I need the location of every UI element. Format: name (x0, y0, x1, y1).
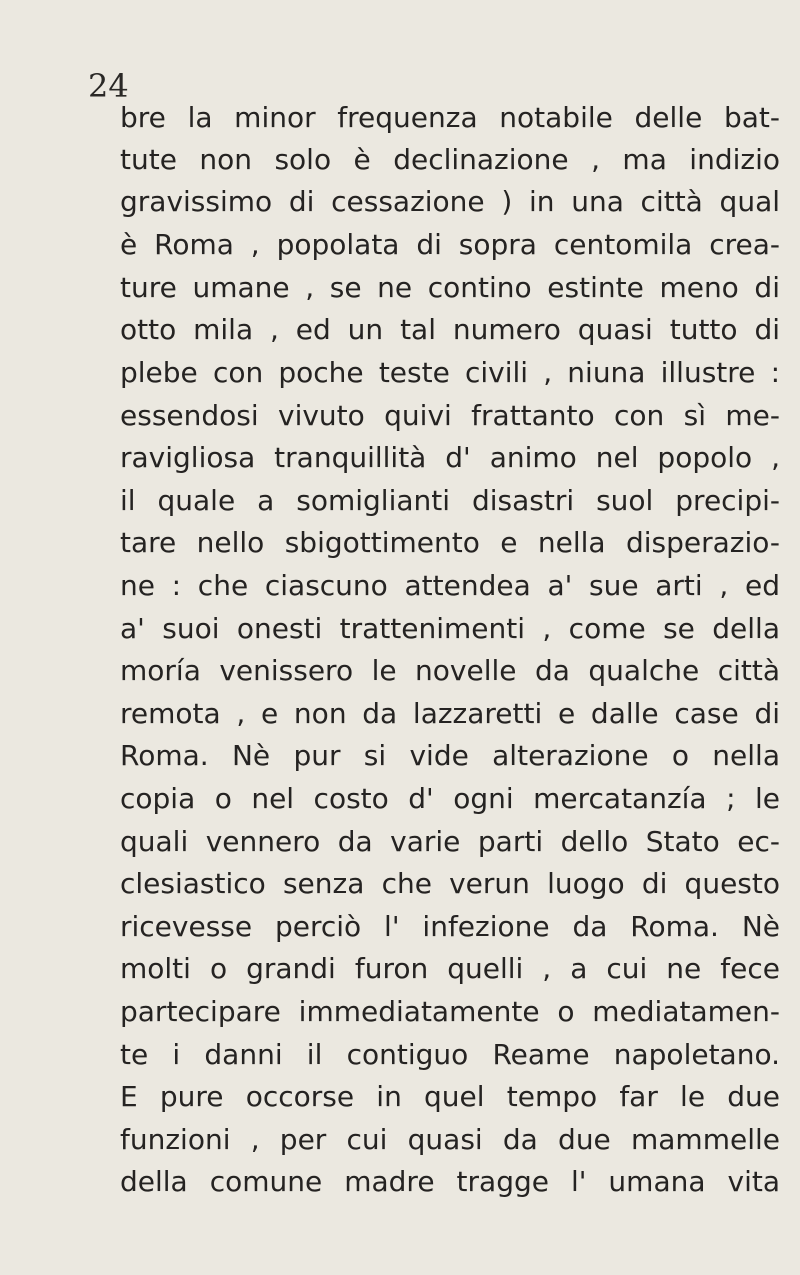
text-line: della comune madre tragge l' umana vita (120, 1165, 780, 1198)
page-number: 24 (88, 67, 129, 105)
text-line: gravissimo di cessazione ) in una città qual (120, 185, 780, 218)
text-line: clesiastico senza che verun luogo di questo (120, 867, 780, 900)
text-line: quali vennero da varie parti dello Stato ec- (120, 825, 780, 858)
text-line: ricevesse perciò l' infezione da Roma. Nè (120, 910, 780, 943)
text-line: ne : che ciascuno attendea a' sue arti , ed (120, 569, 780, 602)
text-line: tute non solo è declinazione , ma indizio (120, 143, 780, 176)
text-line: copia o nel costo d' ogni mercatanzía ; le (120, 782, 780, 815)
text-line: otto mila , ed un tal numero quasi tutto di (120, 313, 780, 346)
text-line: tare nello sbigottimento e nella disperazio- (120, 526, 780, 559)
text-line: moría venissero le novelle da qualche città (120, 654, 780, 687)
text-line: remota , e non da lazzaretti e dalle case di (120, 697, 780, 730)
text-line: molti o grandi furon quelli , a cui ne fece (120, 952, 780, 985)
text-line: te i danni il contiguo Reame napoletano. (120, 1038, 780, 1071)
text-line: essendosi vivuto quivi frattanto con sì me- (120, 399, 780, 432)
text-line: partecipare immediatamente o mediatamen- (120, 995, 780, 1028)
text-line: ture umane , se ne contino estinte meno di (120, 271, 780, 304)
text-line: Roma. Nè pur si vide alterazione o nella (120, 739, 780, 772)
text-line: a' suoi onesti trattenimenti , come se della (120, 612, 780, 645)
text-line: funzioni , per cui quasi da due mammelle (120, 1123, 780, 1156)
text-line: E pure occorse in quel tempo far le due (120, 1080, 780, 1113)
text-line: è Roma , popolata di sopra centomila crea- (120, 228, 780, 261)
text-line: plebe con poche teste civili , niuna illustre : (120, 356, 780, 389)
text-line: ravigliosa tranquillità d' animo nel popolo , (120, 441, 780, 474)
text-line: il quale a somiglianti disastri suol precipi- (120, 484, 780, 517)
text-line: bre la minor frequenza notabile delle bat- (120, 101, 780, 134)
